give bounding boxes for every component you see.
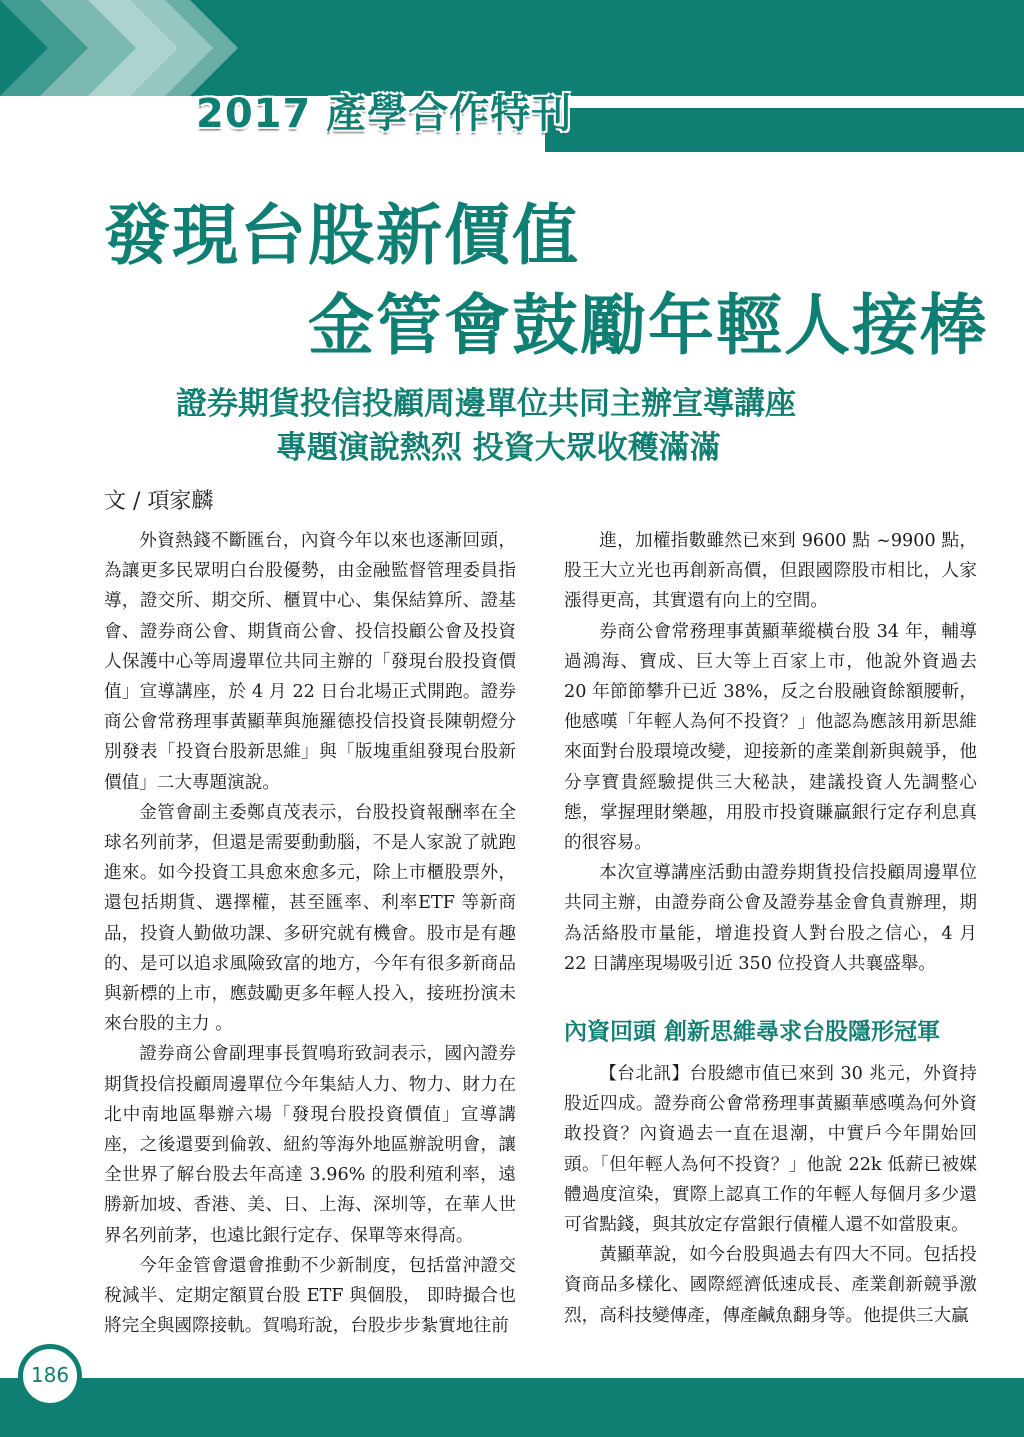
article-column-right (564, 526, 977, 1331)
section-heading: 內資回頭 創新思維尋求台股隱形冠軍 (564, 1019, 941, 1046)
headline-line-1: 發現台股新價值 (104, 197, 580, 274)
author-byline: 文 / 項家麟 (104, 489, 214, 514)
paragraph: 本次宣導講座活動由證券期貨投信投顧周邊單位共同主辦，由證券商公會及證券基金會負責辦理，期為活絡股市量能，增進投資人對台股之信心，4 月 22 日講座現場吸引近 350 位投資人共襄盛舉。 (564, 863, 977, 974)
paragraph: 黃顯華說，如今台股與過去有四大不同。包括投資商品多樣化、國際經濟低速成長、產業創新競爭激烈，高科技變傳產，傳產鹹魚翻身等。他提供三大贏 (564, 1245, 977, 1326)
paragraph: 今年金管會還會推動不少新制度，包括當沖證交稅減半、定期定額買台股 ETF 與個股， 即時撮合也將完全與國際接軌。賀鳴珩說，台股步步紮實地往前 (104, 1255, 516, 1337)
article-column-left (104, 526, 516, 1341)
section-spacer (564, 979, 977, 1017)
paragraph: 證券商公會副理事長賀鳴珩致詞表示，國內證券期貨投信投顧周邊單位今年集結人力、物力、財力在北中南地區舉辦六場「發現台股投資價值」宣導講座，之後還要到倫敦、紐約等海外地區辦說明會，讓全世界了解台股去年高達 3.96% 的股利殖利率，遠勝新加坡、香港、美、日、上海、深圳等，在華人世界名列前茅，也遠比銀行定存、保單等來得高。 (104, 1044, 516, 1246)
header-banner (0, 0, 1024, 152)
paragraph: 【台北訊】台股總市值已來到 30 兆元，外資持股近四成。證券商公會常務理事黃顯華感嘆為何外資敢投資？內資過去一直在退潮，中實戶今年開始回頭。「但年輕人為何不投資？」他說 22k 低薪已被媒體過度渲染，實際上認真工作的年輕人每個月多少還可省點錢，與其放定存當銀行債權人還不如當股東。 (564, 1064, 977, 1236)
page-number: 186 (30, 1363, 70, 1387)
paragraph: 進，加權指數雖然已來到 9600 點 ~9900 點，股王大立光也再創新高價，但跟國際股市相比，人家漲得更高，其實還有向上的空間。 (564, 531, 977, 612)
headline-line-2: 金管會鼓勵年輕人接棒 (308, 287, 988, 364)
paragraph: 外資熱錢不斷匯台，內資今年以來也逐漸回頭，為讓更多民眾明白台股優勢，由金融監督管理委員指導，證交所、期交所、櫃買中心、集保結算所、證基會、證券商公會、期貨商公會、投信投顧公會及投資人保護中心等周邊單位共同主辦的「發現台股投資價值」宣導講座，於 4 月 22 日台北場正式開跑。證券商公會常務理事黃顯華與施羅德投信投資長陳朝燈分別發表「投資台股新思維」與「版塊重組發現台股新價值」二大專題演說。 (104, 531, 516, 793)
header-band-lower (545, 110, 1024, 152)
subtitle-line-2: 專題演說熱烈 投資大眾收穫滿滿 (276, 430, 721, 466)
magazine-title: 2017 產學合作特刊 (196, 91, 573, 137)
paragraph: 金管會副主委鄭貞茂表示，台股投資報酬率在全球名列前茅，但還是需要動動腦，不是人家說了就跑進來。如今投資工具愈來愈多元，除上市櫃股票外，還包括期貨、選擇權，甚至匯率、利率ETF 等新商品，投資人勤做功課、多研究就有機會。股市是有趣的、是可以追求風險致富的地方，今年有很多新商品與新標的上市，應鼓勵更多年輕人投入，接班扮演未來台股的主力 。 (104, 802, 516, 1035)
footer-band (0, 1378, 1024, 1437)
subtitle-line-1: 證券期貨投信投顧周邊單位共同主辦宣導講座 (176, 386, 796, 422)
paragraph: 券商公會常務理事黃顯華縱橫台股 34 年，輔導過鴻海、寶成、巨大等上百家上市，他說外資過去 20 年節節攀升已近 38%，反之台股融資餘額腰斬，他感嘆「年輕人為何不投資？」他認為應該用新思維來面對台股環境改變，迎接新的產業創新與競爭，他分享寶貴經驗提供三大秘訣，建議投資人先調整心態，掌握理財樂趣，用股市投資賺贏銀行定存利息真的很容易。 (564, 621, 977, 854)
section-spacer (564, 1047, 977, 1059)
